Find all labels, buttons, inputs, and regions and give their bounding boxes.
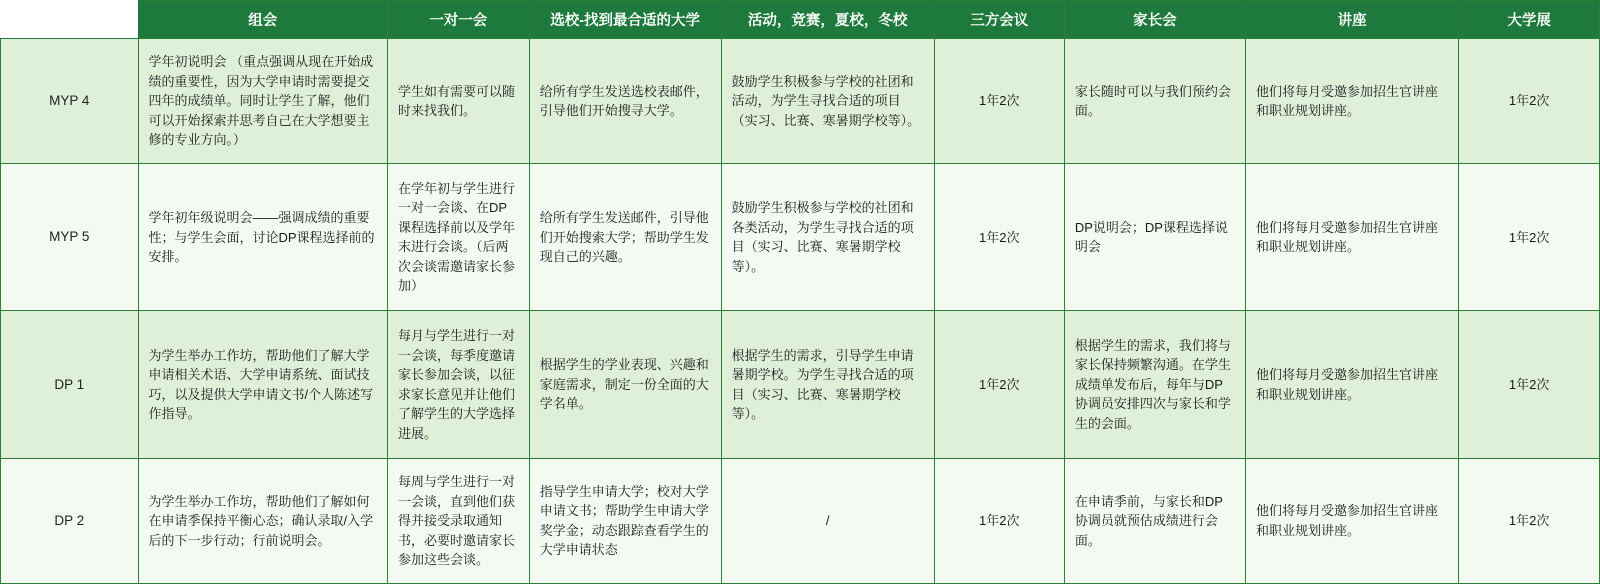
cell-dp2-university-fair: 1年2次: [1459, 458, 1600, 583]
table-row: [1, 164, 1600, 311]
cell-dp1-parent-meeting: 根据学生的需求，我们将与家长保持频繁沟通。在学生成绩单发布后，每年与DP协调员安排四次与家长和学生的会面。: [1064, 311, 1245, 458]
cell-myp4-lecture: 他们将每月受邀参加招生官讲座和职业规划讲座。: [1246, 39, 1459, 164]
table-body: [1, 39, 1600, 584]
column-header-one-on-one: 一对一会: [387, 1, 529, 39]
cell-dp2-tripartite-meeting: 1年2次: [934, 458, 1064, 583]
row-label-dp2: DP 2: [1, 458, 139, 583]
cell-myp4-tripartite-meeting: 1年2次: [934, 39, 1064, 164]
cell-myp5-activities: 鼓励学生积极参与学校的社团和各类活动，为学生寻找合适的项目（实习、比赛、寒暑期学校等）。: [721, 164, 934, 311]
row-label-myp4: MYP 4: [1, 39, 139, 164]
row-label-dp1: DP 1: [1, 311, 139, 458]
cell-myp4-school-selection: 给所有学生发送选校表邮件，引导他们开始搜寻大学。: [529, 39, 721, 164]
cell-myp4-activities: 鼓励学生积极参与学校的社团和活动，为学生寻找合适的项目（实习、比赛、寒暑期学校等）。: [721, 39, 934, 164]
column-header-activities: 活动，竞赛，夏校，冬校: [721, 1, 934, 39]
row-label-myp5: MYP 5: [1, 164, 139, 311]
column-header-tripartite-meeting: 三方会议: [934, 1, 1064, 39]
cell-dp1-group-meeting: 为学生举办工作坊，帮助他们了解大学申请相关术语、大学申请系统、面试技巧，以及提供大学申请文书/个人陈述写作指导。: [138, 311, 387, 458]
cell-myp5-parent-meeting: DP说明会；DP课程选择说明会: [1064, 164, 1245, 311]
cell-myp5-lecture: 他们将每月受邀参加招生官讲座和职业规划讲座。: [1246, 164, 1459, 311]
cell-myp5-school-selection: 给所有学生发送邮件，引导他们开始搜索大学；帮助学生发现自己的兴趣。: [529, 164, 721, 311]
table-row: [1, 39, 1600, 164]
cell-dp1-one-on-one: 每月与学生进行一对一会谈，每季度邀请家长参加会谈，以征求家长意见并让他们了解学生的大学选择进展。: [387, 311, 529, 458]
cell-dp2-one-on-one: 每周与学生进行一对一会谈，直到他们获得并接受录取通知书，必要时邀请家长参加这些会谈。: [387, 458, 529, 583]
cell-dp1-lecture: 他们将每月受邀参加招生官讲座和职业规划讲座。: [1246, 311, 1459, 458]
column-header-school-selection: 选校-找到最合适的大学: [529, 1, 721, 39]
cell-myp4-one-on-one: 学生如有需要可以随时来找我们。: [387, 39, 529, 164]
table-row: [1, 458, 1600, 583]
cell-dp1-tripartite-meeting: 1年2次: [934, 311, 1064, 458]
cell-myp5-one-on-one: 在学年初与学生进行一对一会谈、在DP课程选择前以及学年末进行会谈。（后两次会谈需邀请家长参加）: [387, 164, 529, 311]
cell-myp4-parent-meeting: 家长随时可以与我们预约会面。: [1064, 39, 1245, 164]
column-header-parent-meeting: 家长会: [1064, 1, 1245, 39]
column-header-lecture: 讲座: [1246, 1, 1459, 39]
cell-myp4-university-fair: 1年2次: [1459, 39, 1600, 164]
cell-dp1-school-selection: 根据学生的学业表现、兴趣和家庭需求，制定一份全面的大学名单。: [529, 311, 721, 458]
cell-dp2-school-selection: 指导学生申请大学；校对大学申请文书；帮助学生申请大学奖学金；动态跟踪查看学生的大学申请状态: [529, 458, 721, 583]
cell-myp5-tripartite-meeting: 1年2次: [934, 164, 1064, 311]
cell-dp2-parent-meeting: 在申请季前，与家长和DP协调员就预估成绩进行会面。: [1064, 458, 1245, 583]
cell-dp2-lecture: 他们将每月受邀参加招生官讲座和职业规划讲座。: [1246, 458, 1459, 583]
cell-myp4-group-meeting: 学年初说明会 （重点强调从现在开始成绩的重要性，因为大学申请时需要提交四年的成绩单。同时让学生了解，他们可以开始探索并思考自己在大学想要主修的专业方向。）: [138, 39, 387, 164]
cell-dp2-group-meeting: 为学生举办工作坊，帮助他们了解如何在申请季保持平衡心态；确认录取/入学后的下一步行动；行前说明会。: [138, 458, 387, 583]
cell-dp2-activities: /: [721, 458, 934, 583]
cell-dp1-activities: 根据学生的需求，引导学生申请暑期学校。为学生寻找合适的项目（实习、比赛、寒暑期学校等）。: [721, 311, 934, 458]
cell-myp5-group-meeting: 学年初年级说明会——强调成绩的重要性；与学生会面，讨论DP课程选择前的安排。: [138, 164, 387, 311]
cell-dp1-university-fair: 1年2次: [1459, 311, 1600, 458]
header-row: [1, 1, 1600, 39]
column-header-university-fair: 大学展: [1459, 1, 1600, 39]
column-header-group-meeting: 组会: [138, 1, 387, 39]
cell-myp5-university-fair: 1年2次: [1459, 164, 1600, 311]
table-header: [1, 1, 1600, 39]
table-row: [1, 311, 1600, 458]
table-corner-cell: [1, 1, 139, 39]
